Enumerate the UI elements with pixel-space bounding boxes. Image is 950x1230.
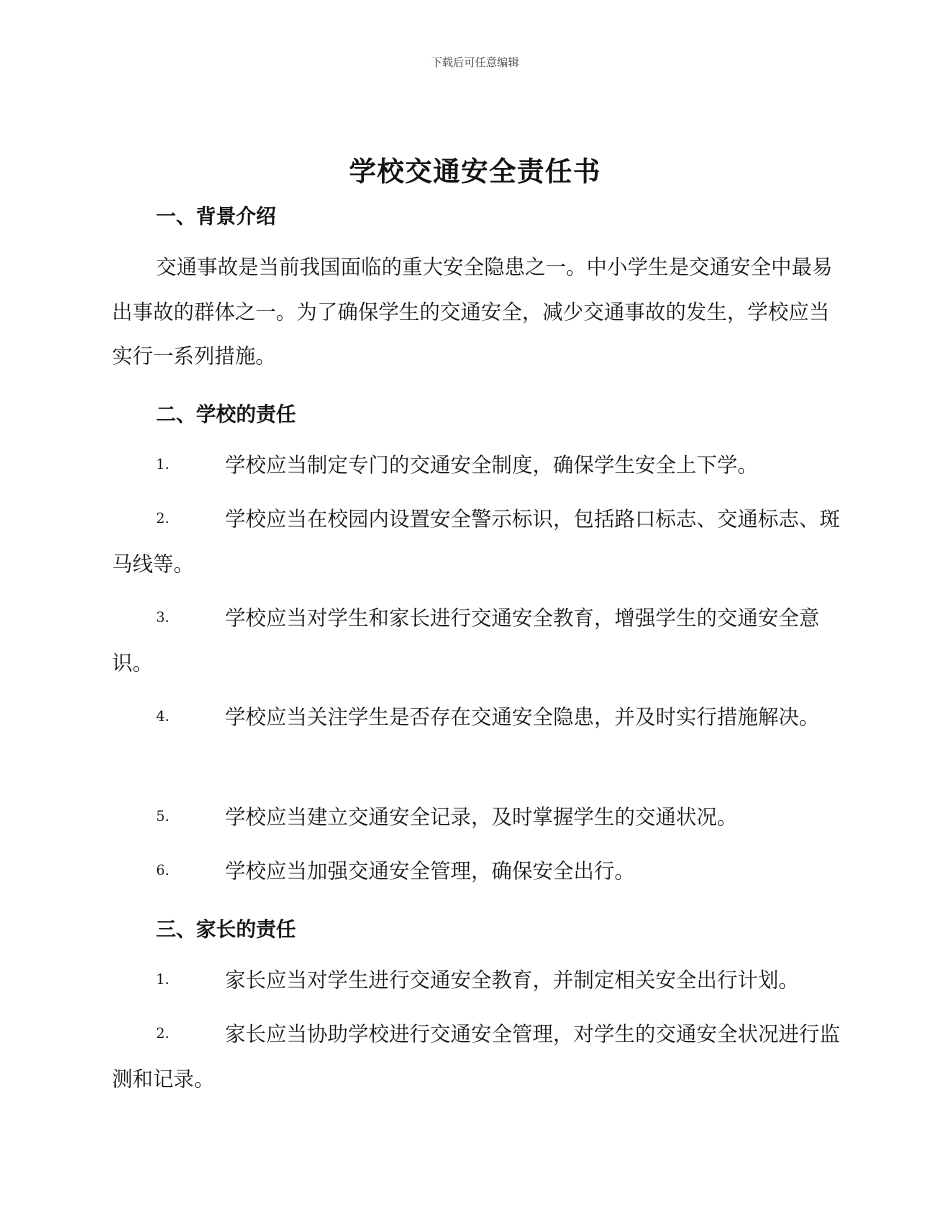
list-item-text: 学校应当在校园内设置安全警示标识，包括路口标志、交通标志、斑马线等。 [112,507,840,576]
background-paragraph: 交通事故是当前我国面临的重大安全隐患之一。中小学生是交通安全中最易出事故的群体之一。为了确保学生的交通安全，减少交通事故的发生，学校应当实行一系列措施。 [112,255,833,368]
list-item [112,1012,842,1101]
list-item [112,443,842,488]
list-item-number: 1. [156,972,170,988]
list-item [112,849,842,894]
list-item-text: 家长应当协助学校进行交通安全管理，对学生的交通安全状况进行监测和记录。 [112,1022,840,1091]
list-item-text: 学校应当制定专门的交通安全制度，确保学生安全上下学。 [225,453,758,477]
list-item [112,958,842,1003]
list-item-text: 学校应当关注学生是否存在交通安全隐患，并及时实行措施解决。 [225,705,820,729]
list-item [112,795,842,840]
list-item [112,596,842,685]
list-item-number: 3. [156,610,170,626]
list-item [112,497,842,586]
list-item [112,695,842,740]
header-note: 下载后可任意编辑 [431,56,519,69]
list-item-number: 2. [156,511,170,527]
list-item-number: 2. [156,1026,170,1042]
list-item-number: 6. [156,863,170,879]
list-item-text: 学校应当对学生和家长进行交通安全教育，增强学生的交通安全意识。 [112,606,820,675]
list-item-number: 4. [156,709,170,725]
section-heading-background: 一、背景介绍 [156,204,276,228]
list-item-text: 家长应当对学生进行交通安全教育，并制定相关安全出行计划。 [225,968,799,992]
list-item-text: 学校应当加强交通安全管理，确保安全出行。 [225,859,635,883]
list-item-text: 学校应当建立交通安全记录，及时掌握学生的交通状况。 [225,805,738,829]
section-heading-parents: 三、家长的责任 [156,917,296,941]
document-title: 学校交通安全责任书 [349,157,601,188]
list-item-number: 5. [156,809,170,825]
section-heading-school: 二、学校的责任 [156,402,296,426]
list-item-number: 1. [156,457,170,473]
